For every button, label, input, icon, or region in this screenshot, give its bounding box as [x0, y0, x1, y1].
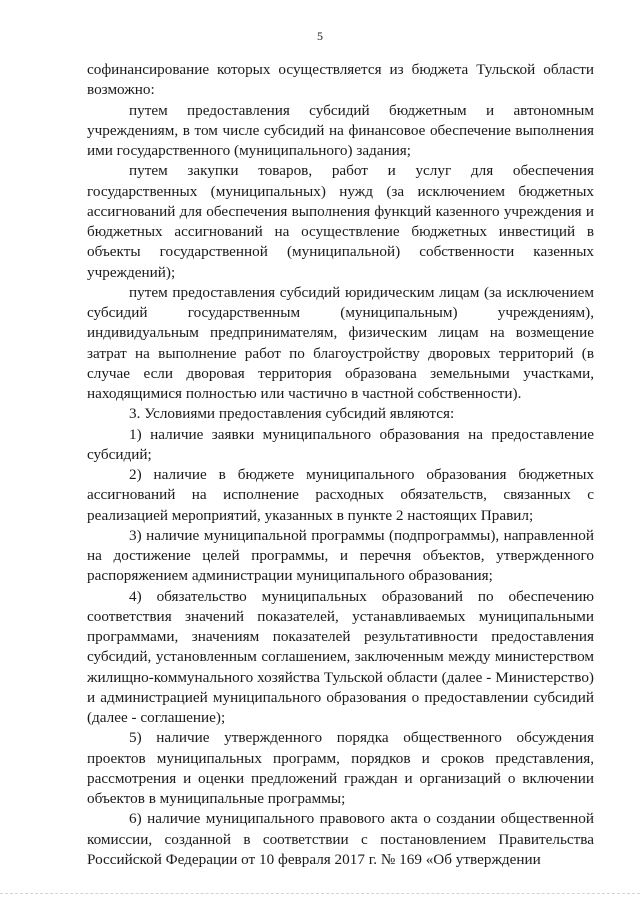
scan-edge-divider [0, 893, 640, 894]
paragraph-7: 2) наличие в бюджете муниципального образования бюджетных ассигнований на исполнение расходных обязательств, связанных с реализацией мероприятий, указанных в пункте 2 настоящих Правил; [87, 466, 594, 524]
paragraph-8: 3) наличие муниципальной программы (подпрограммы), направленной на достижение целей программы, и перечня объектов, утвержденного распоряжением администрации муниципального образования; [87, 526, 594, 585]
paragraph-4: путем предоставления субсидий юридическим лицам (за исключением субсидий государственным (муниципальным) учреждениям), индивидуальным предпринимателям, физическим лицам на возмещение затрат на выполнение работ по благоустройству дворовых территорий (в случае если дворовая территория образована земельными участками, находящимися полностью или частично в частной собственности). [87, 283, 594, 402]
paragraph-3: путем закупки товаров, работ и услуг для обеспечения государственных (муниципальных) нужд (за исключением бюджетных ассигнований для обеспечения выполнения функций казенного учреждения и бюджетных ассигнований на осуществление бюджетных инвестиций в объекты государственной (муниципальной) собственности казенных учреждений); [87, 162, 594, 281]
page-number: 5 [317, 29, 323, 43]
paragraph-1: софинансирование которых осуществляется из бюджета Тульской области возможно: [87, 61, 594, 99]
paragraph-2: путем предоставления субсидий бюджетным и автономным учреждениям, в том числе субсидий на финансовое обеспечение выполнения ими государственного (муниципального) задания; [87, 101, 594, 159]
paragraph-9: 4) обязательство муниципальных образований по обеспечению соответствия значений показателей, устанавливаемых муниципальными программами, значениям показателей результативности предоставления субсидий, установленным соглашением, заключенным между министерством жилищно-коммунального хозяйства Тульской области (далее - Министерство) и администрацией муниципального образования о предоставлении субсидий (далее - соглашение); [87, 587, 594, 726]
paragraph-10: 5) наличие утвержденного порядка общественного обсуждения проектов муниципальных программ, порядков и сроков представления, рассмотрения и оценки предложений граждан и организаций о включении объектов в муниципальные программы; [87, 729, 594, 807]
paragraph-6: 1) наличие заявки муниципального образования на предоставление субсидий; [87, 425, 594, 463]
paragraph-11: 6) наличие муниципального правового акта о создании общественной комиссии, созданной в соответствии с постановлением Правительства Российской Федерации от 10 февраля 2017 г. № 169 «Об утверждении [87, 810, 594, 868]
paragraph-5: 3. Условиями предоставления субсидий являются: [129, 405, 455, 423]
document-body [87, 60, 594, 870]
